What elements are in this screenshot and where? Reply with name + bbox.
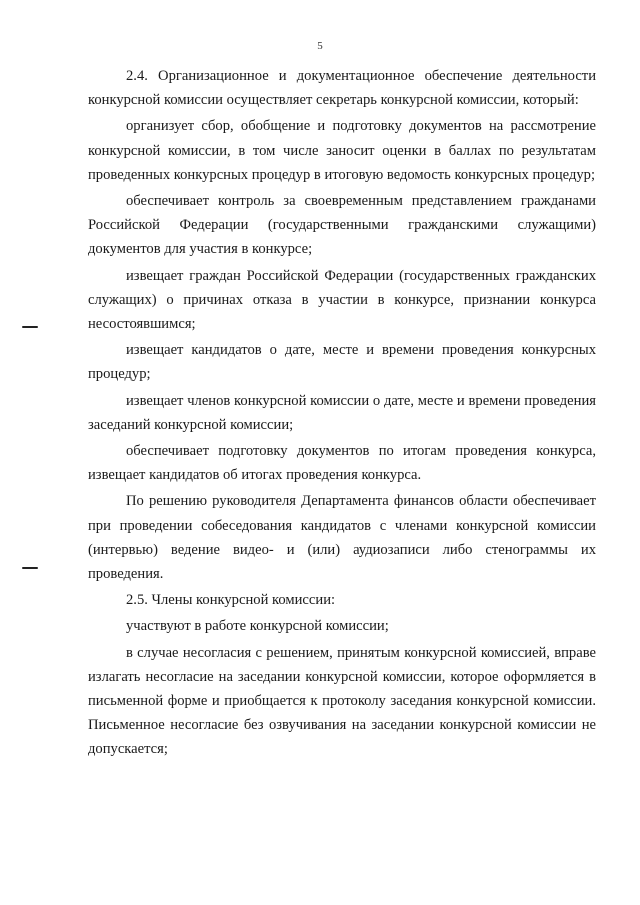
paragraph-secretary-duty: обеспечивает подготовку документов по итогам проведения конкурса, извещает кандидатов об итогах проведения конкурса.: [88, 443, 596, 484]
paragraph-secretary-duty: извещает граждан Российской Федерации (государственных гражданских служащих) о причинах отказа в участии в конкурсе, признании конкурса несостоявшимся;: [88, 267, 596, 333]
paragraph-secretary-duty: обеспечивает контроль за своевременным представлением гражданами Российской Федерации (государственными гражданскими служащими) документов для участия в конкурсе;: [88, 193, 596, 258]
paragraph-2-4: 2.4. Организационное и документационное обеспечение деятельности конкурсной комиссии осуществляет секретарь конкурсной комиссии, который:: [88, 68, 596, 109]
paragraph-secretary-duty: извещает членов конкурсной комиссии о дате, месте и времени проведения заседаний конкурсной комиссии;: [88, 392, 596, 433]
paragraph-2-5: 2.5. Члены конкурсной комиссии:: [126, 592, 336, 609]
paragraph-secretary-duty: извещает кандидатов о дате, месте и времени проведения конкурсных процедур;: [88, 342, 596, 383]
page-number: 5: [317, 40, 323, 52]
margin-mark: [22, 567, 38, 569]
paragraph-secretary-duty: организует сбор, обобщение и подготовку документов на рассмотрение конкурсной комиссии, в том числе заносит оценки в баллах по результатам проведенных конкурсных процедур в итоговую ведомость конкурсных процедур;: [88, 118, 596, 183]
document-body: [88, 64, 596, 764]
margin-mark: [22, 326, 38, 328]
paragraph-member-duty: участвуют в работе конкурсной комиссии;: [126, 618, 389, 635]
paragraph-member-duty: в случае несогласия с решением, принятым конкурсной комиссией, вправе излагать несогласие на заседании конкурсной комиссии, которое оформляется в письменной форме и приобщается к протоколу заседания конкурсной комиссии. Письменное несогласие без озвучивания на заседании конкурсной комиссии не допускается;: [88, 644, 596, 758]
paragraph-recording: По решению руководителя Департамента финансов области обеспечивает при проведении собеседования кандидатов с членами конкурсной комиссии (интервью) ведение видео- и (или) аудиозаписи либо стенограммы их проведения.: [88, 493, 596, 583]
